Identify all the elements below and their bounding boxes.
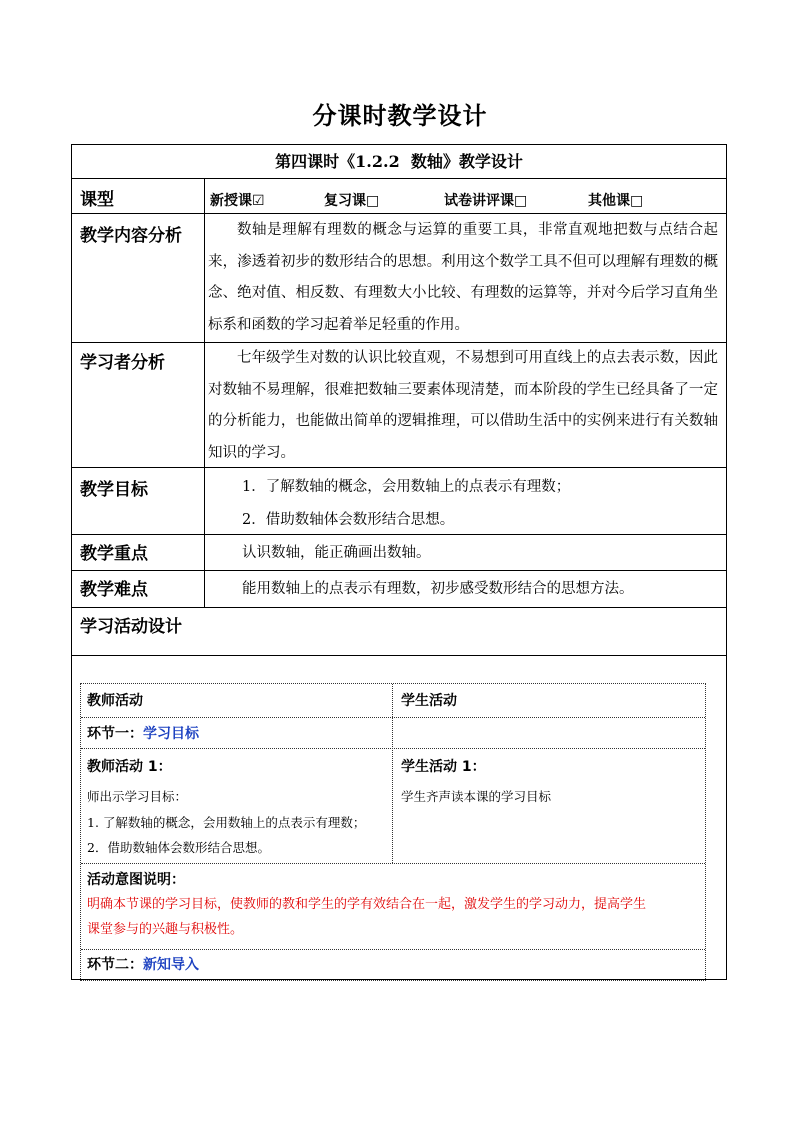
teacher-activity-1-title: 教师活动 1： xyxy=(87,759,172,775)
objective-item: 2．借助数轴体会数形结合思想。 xyxy=(242,512,455,528)
activity-design-label: 学习活动设计 xyxy=(80,617,182,637)
activity-intent-line: 课堂参与的兴趣与积极性。 xyxy=(87,922,244,937)
option-review[interactable]: 复习课□ xyxy=(324,193,380,209)
objective-item: 1．了解数轴的概念，会用数轴上的点表示有理数； xyxy=(242,479,571,495)
key-point-text: 认识数轴，能正确画出数轴。 xyxy=(242,545,431,561)
objectives-label: 教学目标 xyxy=(80,480,148,500)
content-analysis-text: 数轴是理解有理数的概念与运算的重要工具，非常直观地把数与点结合起来，渗透着初步的数形结合的思想。利用这个数学工具不但可以理解有理数的概念、绝对值、相反数、有理数大小比较、有理数的运算等，并对今后学习直角坐标系和函数的学习起着举足轻重的作用。 xyxy=(208,222,718,333)
activity-intent-line: 明确本节课的学习目标，使教师的教和学生的学有效结合在一起，激发学生的学习动力，提高学生 xyxy=(87,897,647,912)
teacher-activity-1-line: 2．借助数轴体会数形结合思想。 xyxy=(87,840,270,855)
teacher-activity-header: 教师活动 xyxy=(87,693,143,709)
section-one-heading: 环节一：学习目标 xyxy=(87,726,199,742)
difficulty-label: 教学难点 xyxy=(80,580,148,600)
page-title: 分课时教学设计 xyxy=(312,102,488,130)
content-analysis-label: 教学内容分析 xyxy=(80,226,182,246)
learner-analysis-text: 七年级学生对数的认识比较直观，不易想到可用直线上的点去表示数，因此对数轴不易理解，很难把数轴三要素体现清楚，而本阶段的学生已经具备了一定的分析能力，也能做出简单的逻辑推理，可以借助生活中的实例来进行有关数轴知识的学习。 xyxy=(208,350,718,461)
option-exam-review[interactable]: 试卷讲评课□ xyxy=(444,193,528,209)
option-other[interactable]: 其他课□ xyxy=(588,193,644,209)
difficulty-text: 能用数轴上的点表示有理数，初步感受数形结合的思想方法。 xyxy=(242,581,634,597)
option-new-lesson[interactable]: 新授课☑ xyxy=(210,193,265,209)
lesson-title: 第四课时《1.2.2 数轴》教学设计 xyxy=(275,152,523,171)
teacher-activity-1-line: 师出示学习目标： xyxy=(87,789,188,804)
key-point-label: 教学重点 xyxy=(80,544,148,564)
lesson-plan-table xyxy=(71,144,727,980)
student-activity-1-title: 学生活动 1： xyxy=(401,759,486,775)
section-two-heading: 环节二：新知导入 xyxy=(87,957,199,973)
student-activity-header: 学生活动 xyxy=(401,693,457,709)
course-type-label: 课型 xyxy=(80,190,114,210)
activity-table xyxy=(80,683,706,981)
student-activity-1-text: 学生齐声读本课的学习目标 xyxy=(401,789,552,804)
teacher-activity-1-line: 1. 了解数轴的概念，会用数轴上的点表示有理数； xyxy=(87,815,366,830)
learner-analysis-label: 学习者分析 xyxy=(80,353,165,373)
activity-intent-title: 活动意图说明： xyxy=(87,872,185,888)
